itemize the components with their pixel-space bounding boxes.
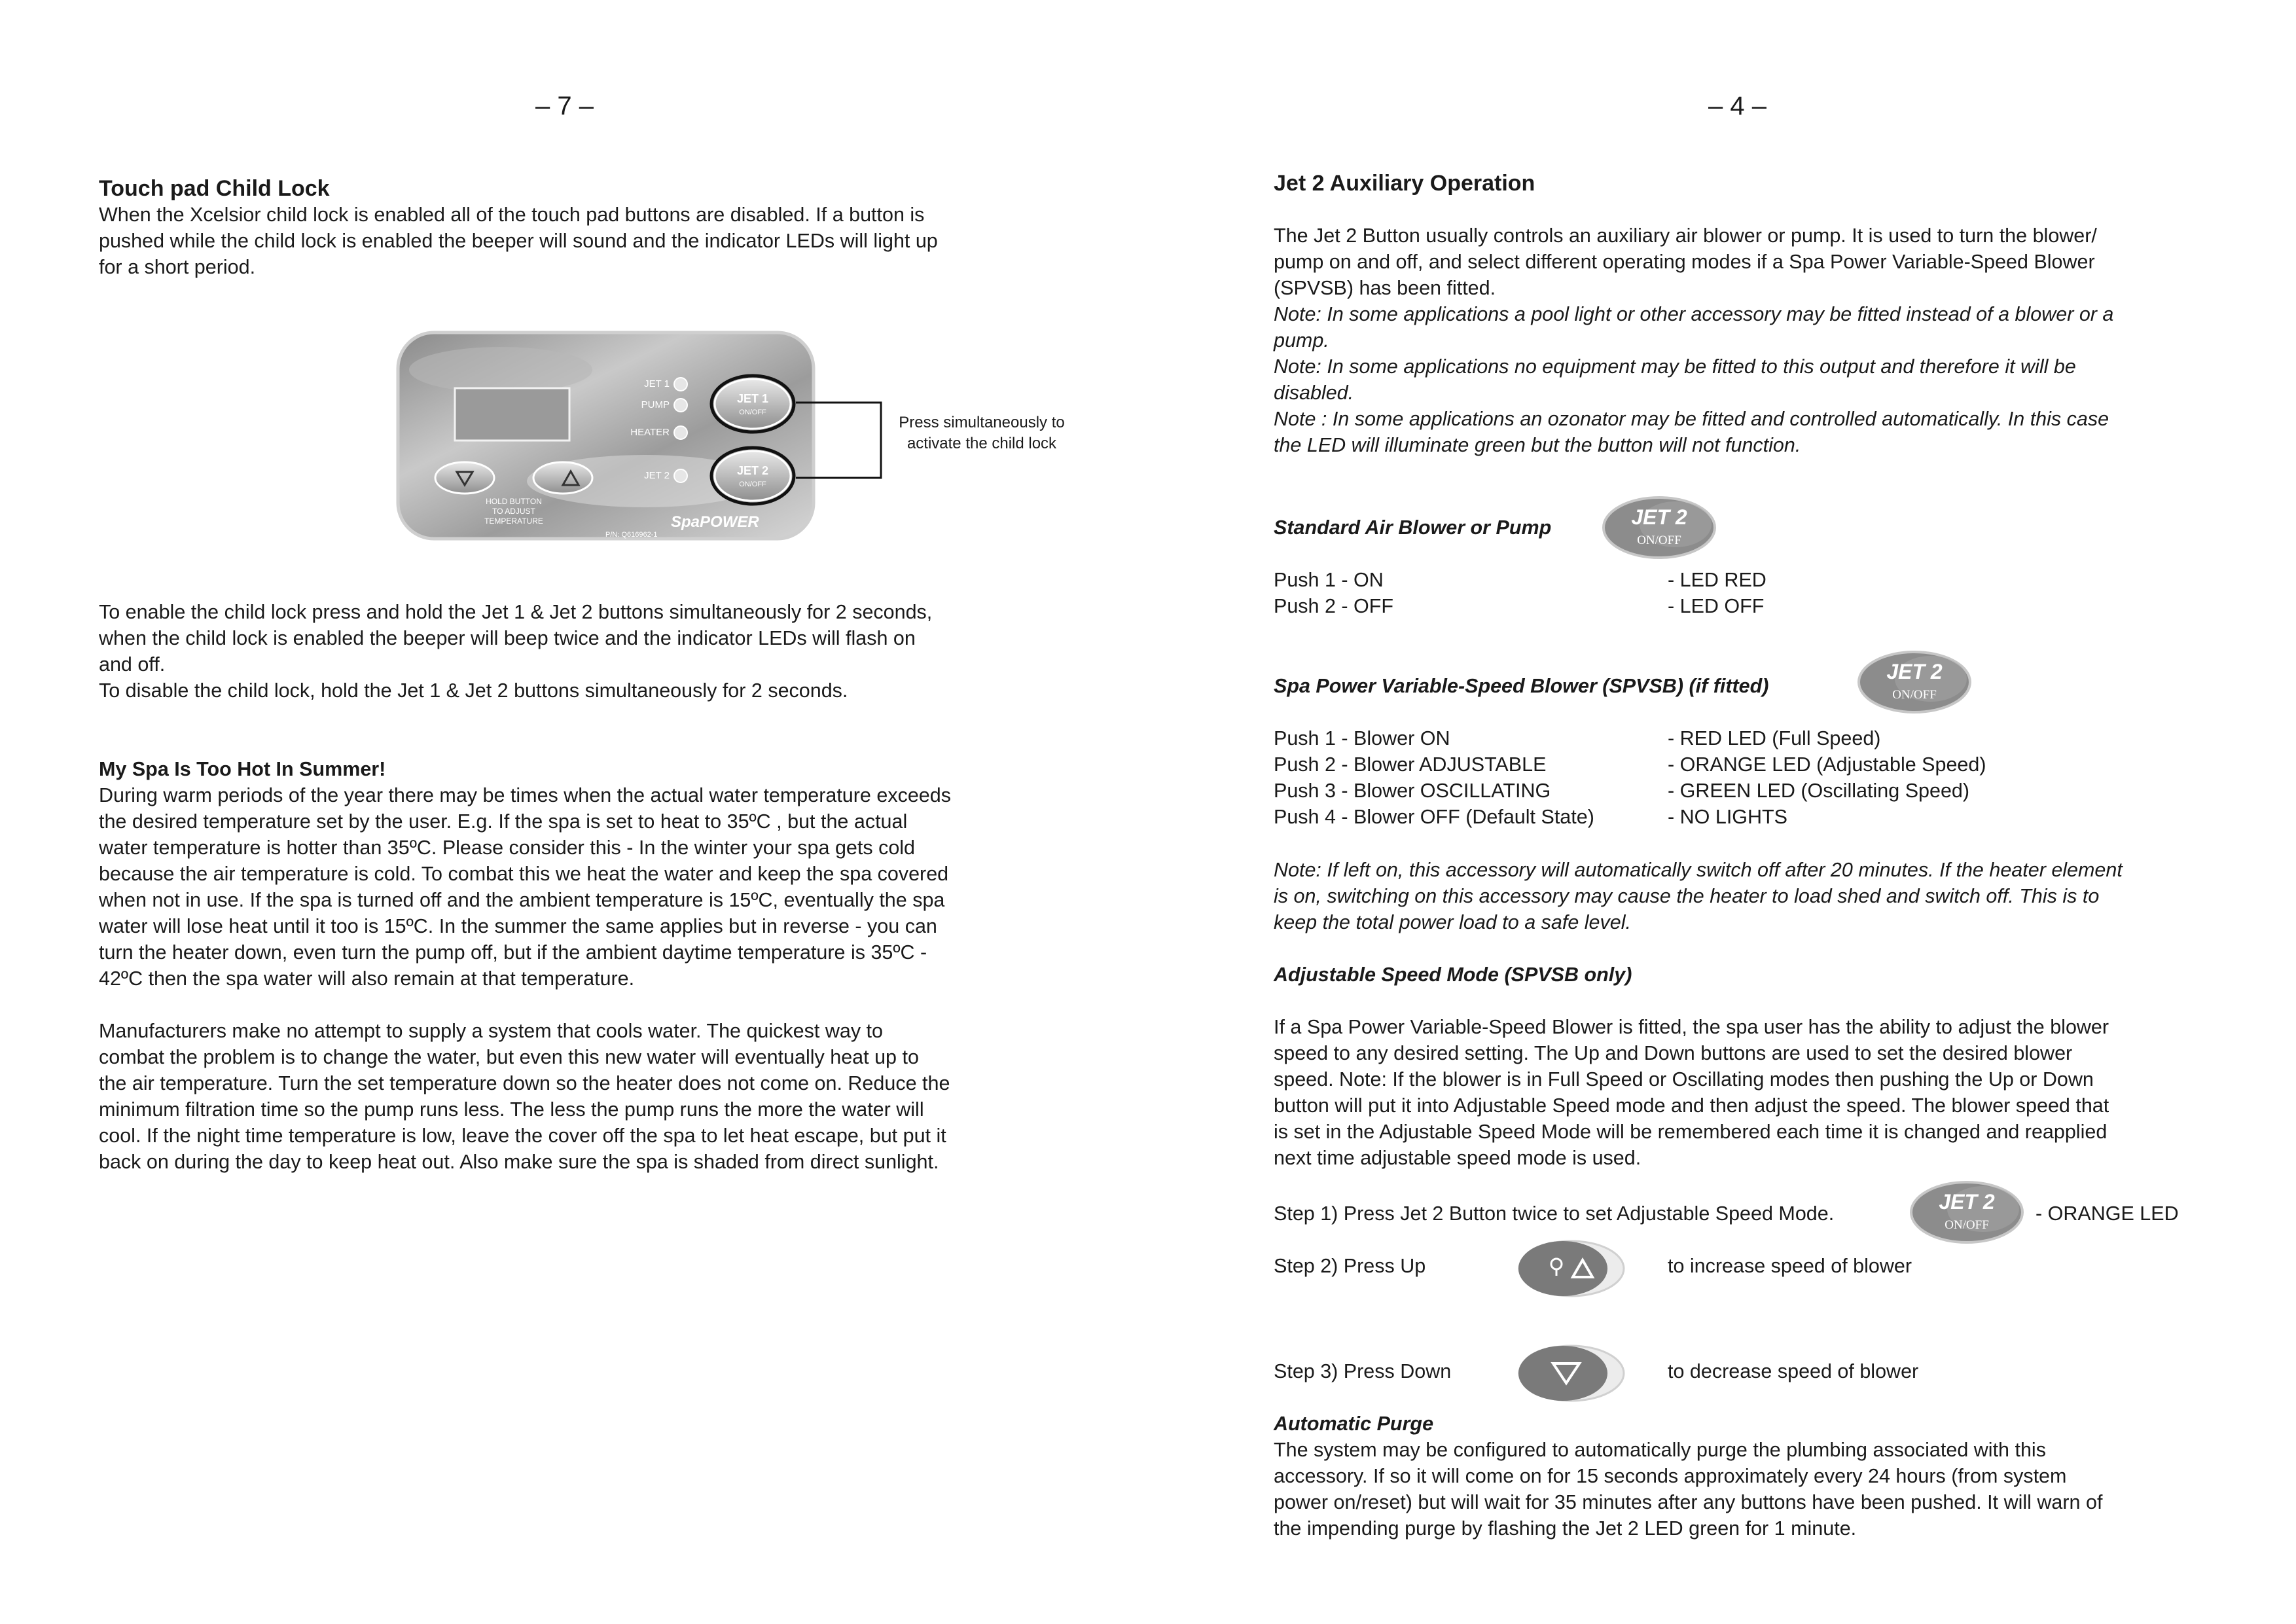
spvsb-note [1274, 857, 2242, 935]
adjustable-line: speed. Note: If the blower is in Full Speed or Oscillating modes then pushing the Up or Down [1274, 1068, 2094, 1091]
spvsb-note-line: keep the total power load to a safe level. [1274, 911, 1631, 933]
spacer [1274, 988, 2242, 1014]
jet2-intro-line: The Jet 2 Button usually controls an auxiliary air blower or pump. It is used to turn the blower/ [1274, 225, 2097, 247]
jet2-intro-line: pump on and off, and select different operating modes if a Spa Power Variable-Speed Blower [1274, 251, 2095, 273]
standard-row [1274, 567, 1384, 593]
spvsb-heading: Spa Power Variable-Speed Blower (SPVSB) (if fitted) [1274, 675, 1769, 697]
too-hot-line: water will lose heat until it too is 15ºC. In the summer the same applies but in reverse - you can [99, 915, 937, 937]
jet2-intro-line: (SPVSB) has been fitted. [1274, 277, 1496, 299]
standard-row-result: - LED OFF [1668, 595, 1765, 617]
callout-bracket [796, 399, 888, 484]
too-hot-line: the desired temperature set by the user. E.g. If the spa is set to heat to 35ºC , but the actual [99, 810, 908, 833]
jet2-button-text: JET 2 [736, 464, 769, 477]
pump-led-label: PUMP [641, 399, 670, 410]
spvsb-row-result: - GREEN LED (Oscillating Speed) [1668, 780, 1970, 802]
part-number: P/N: Q616962-1 [605, 531, 658, 539]
jet2-button-icon [1600, 495, 1718, 560]
jet1-led-label: JET 1 [644, 378, 670, 389]
too-hot-line: cool. If the night time temperature is low, leave the cover off the spa to let heat escape, but put it [99, 1125, 946, 1147]
purge-line: the impending purge by flashing the Jet 2 LED green for 1 minute. [1274, 1517, 1857, 1540]
callout-line: activate the child lock [906, 435, 1057, 452]
child-lock-heading: Touch pad Child Lock [99, 176, 330, 201]
purge-heading: Automatic Purge [1274, 1413, 1434, 1435]
spvsb-row-result: - NO LIGHTS [1668, 806, 1788, 828]
brand-logo: SpaPOWER [671, 513, 759, 531]
left-page-number: – 7 – [535, 92, 594, 120]
row-action: Push 2 - OFF [1274, 595, 1394, 617]
jet2-note-line: Note: In some applications a pool light or other accessory may be fitted instead of a blower or a [1274, 303, 2114, 325]
child-lock-intro-line: for a short period. [99, 256, 256, 278]
purge-line: power on/reset) but will wait for 35 minutes after any buttons have been pushed. It will warn of [1274, 1491, 2103, 1513]
too-hot-line: water temperature is hotter than 35ºC. Please consider this - In the winter your spa gets cold [99, 837, 916, 859]
spvsb-row-result: - RED LED (Full Speed) [1668, 727, 1881, 749]
jet2-button-top: JET 2 [1886, 660, 1943, 683]
adjustable-line: button will put it into Adjustable Speed mode and then adjust the speed. The blower speed that [1274, 1094, 2109, 1117]
jet2-button-top: JET 2 [1939, 1190, 1995, 1214]
child-lock-section [99, 175, 1048, 280]
step2-label: Step 2) Press Up [1274, 1255, 1426, 1277]
too-hot-line: 42ºC then the spa water will also remain at that temperature. [99, 967, 635, 990]
jet2-intro-section [1274, 170, 2242, 458]
jet1-button-sub: ON/OFF [739, 408, 766, 416]
spvsb-row-action: Push 4 - Blower OFF (Default State) [1274, 806, 1594, 828]
too-hot-line: because the air temperature is cold. To combat this we heat the water and keep the spa covered [99, 863, 949, 885]
spvsb-note-line: Note: If left on, this accessory will automatically switch off after 20 minutes. If the heater element [1274, 859, 2123, 881]
spvsb-note-line: is on, switching on this accessory may cause the heater to load shed and switch off. This is to [1274, 885, 2100, 907]
callout-line: Press simultaneously to [899, 414, 1065, 431]
too-hot-line: the air temperature. Turn the set temperature down so the heater does not come on. Reduce the [99, 1072, 950, 1094]
step2-result: to increase speed of blower [1668, 1255, 1912, 1277]
standard-row-result: - LED RED [1668, 569, 1767, 591]
standard-heading: Standard Air Blower or Pump [1274, 516, 1552, 539]
too-hot-line: combat the problem is to change the water, but even this new water will eventually heat up to [99, 1046, 919, 1068]
too-hot-line: turn the heater down, even turn the pump off, but if the ambient daytime temperature is 35ºC - [99, 941, 927, 964]
adjustable-line: speed to any desired setting. The Up and Down buttons are used to set the desired blower [1274, 1042, 2073, 1064]
child-lock-intro-line: When the Xcelsior child lock is enabled all of the touch pad buttons are disabled. If a button is [99, 204, 925, 226]
too-hot-heading: My Spa Is Too Hot In Summer! [99, 758, 386, 780]
enable-line: and off. [99, 653, 166, 676]
spvsb-row-action: Push 2 - Blower ADJUSTABLE [1274, 753, 1547, 776]
purge-line: accessory. If so it will come on for 15 seconds approximately every 24 hours (from system [1274, 1465, 2067, 1487]
jet2-button-sub: ON/OFF [739, 480, 766, 488]
row-action: Push 1 - ON [1274, 569, 1384, 591]
hold-label-line: TEMPERATURE [484, 516, 543, 526]
jet2-note-line: pump. [1274, 329, 1329, 352]
jet2-note-line: the LED will illuminate green but the button will not function. [1274, 434, 1801, 456]
too-hot-line: minimum filtration time so the pump runs less. The less the pump runs the more the water will [99, 1098, 924, 1121]
step3-result: to decrease speed of blower [1668, 1360, 1919, 1382]
hold-label-line: TO ADJUST [492, 507, 535, 516]
step1-result: - ORANGE LED [2036, 1202, 2179, 1225]
jet2-heading: Jet 2 Auxiliary Operation [1274, 171, 1535, 196]
up-button-icon [1517, 1239, 1626, 1298]
callout-text [887, 412, 1077, 454]
spacer [1274, 196, 2242, 223]
too-hot-line: back on during the day to keep heat out. Also make sure the spa is shaded from direct sunlight. [99, 1151, 939, 1173]
heater-led-label: HEATER [630, 427, 670, 438]
hold-label-line: HOLD BUTTON [486, 497, 542, 506]
jet2-button-icon [1908, 1180, 2026, 1245]
jet2-button-bottom: ON/OFF [1892, 688, 1937, 702]
jet2-button-bottom: ON/OFF [1637, 533, 1681, 547]
adjustable-line: next time adjustable speed mode is used. [1274, 1147, 1641, 1169]
too-hot-line: when not in use. If the spa is turned off and the ambient temperature is 15ºC, eventually the spa [99, 889, 945, 911]
spacer [99, 992, 1048, 1018]
too-hot-line: Manufacturers make no attempt to supply a system that cools water. The quickest way to [99, 1020, 883, 1042]
right-page-number: – 4 – [1708, 92, 1767, 120]
adjustable-heading: Adjustable Speed Mode (SPVSB only) [1274, 964, 1632, 986]
jet1-button-text: JET 1 [736, 392, 769, 405]
step1-label: Step 1) Press Jet 2 Button twice to set Adjustable Speed Mode. [1274, 1202, 1835, 1225]
enable-line: To disable the child lock, hold the Jet 1 & Jet 2 buttons simultaneously for 2 seconds. [99, 679, 848, 702]
adjustable-section [1274, 962, 2242, 1171]
control-panel-diagram [396, 331, 821, 543]
step3-label: Step 3) Press Down [1274, 1360, 1452, 1382]
down-button-icon [1517, 1344, 1626, 1403]
jet2-button-top: JET 2 [1631, 505, 1687, 529]
child-lock-intro-line: pushed while the child lock is enabled the beeper will sound and the indicator LEDs will light up [99, 230, 938, 252]
adjustable-line: If a Spa Power Variable-Speed Blower is fitted, the spa user has the ability to adjust the blower [1274, 1016, 2109, 1038]
purge-section [1274, 1411, 2242, 1542]
child-lock-enable-text [99, 599, 1048, 704]
jet2-note-line: Note: In some applications no equipment may be fitted to this output and therefore it will be [1274, 355, 2076, 378]
spvsb-row-action: Push 3 - Blower OSCILLATING [1274, 780, 1551, 802]
too-hot-section [99, 756, 1048, 1175]
jet2-button-bottom: ON/OFF [1945, 1218, 1989, 1232]
adjustable-line: is set in the Adjustable Speed Mode will be remembered each time it is changed and reapplied [1274, 1121, 2108, 1143]
too-hot-line: During warm periods of the year there may be times when the actual water temperature exceeds [99, 784, 951, 806]
spvsb-row-result: - ORANGE LED (Adjustable Speed) [1668, 753, 1986, 776]
purge-line: The system may be configured to automatically purge the plumbing associated with this [1274, 1439, 2046, 1461]
spvsb-row-action: Push 1 - Blower ON [1274, 727, 1450, 749]
jet2-note-line: disabled. [1274, 382, 1354, 404]
jet2-led-label: JET 2 [644, 470, 670, 481]
enable-line: To enable the child lock press and hold the Jet 1 & Jet 2 buttons simultaneously for 2 seconds, [99, 601, 933, 623]
standard-row [1274, 593, 1393, 619]
jet2-note-line: Note : In some applications an ozonator may be fitted and controlled automatically. In this case [1274, 408, 2109, 430]
jet2-button-icon [1856, 649, 1973, 715]
enable-line: when the child lock is enabled the beeper will beep twice and the indicator LEDs will flash on [99, 627, 916, 649]
